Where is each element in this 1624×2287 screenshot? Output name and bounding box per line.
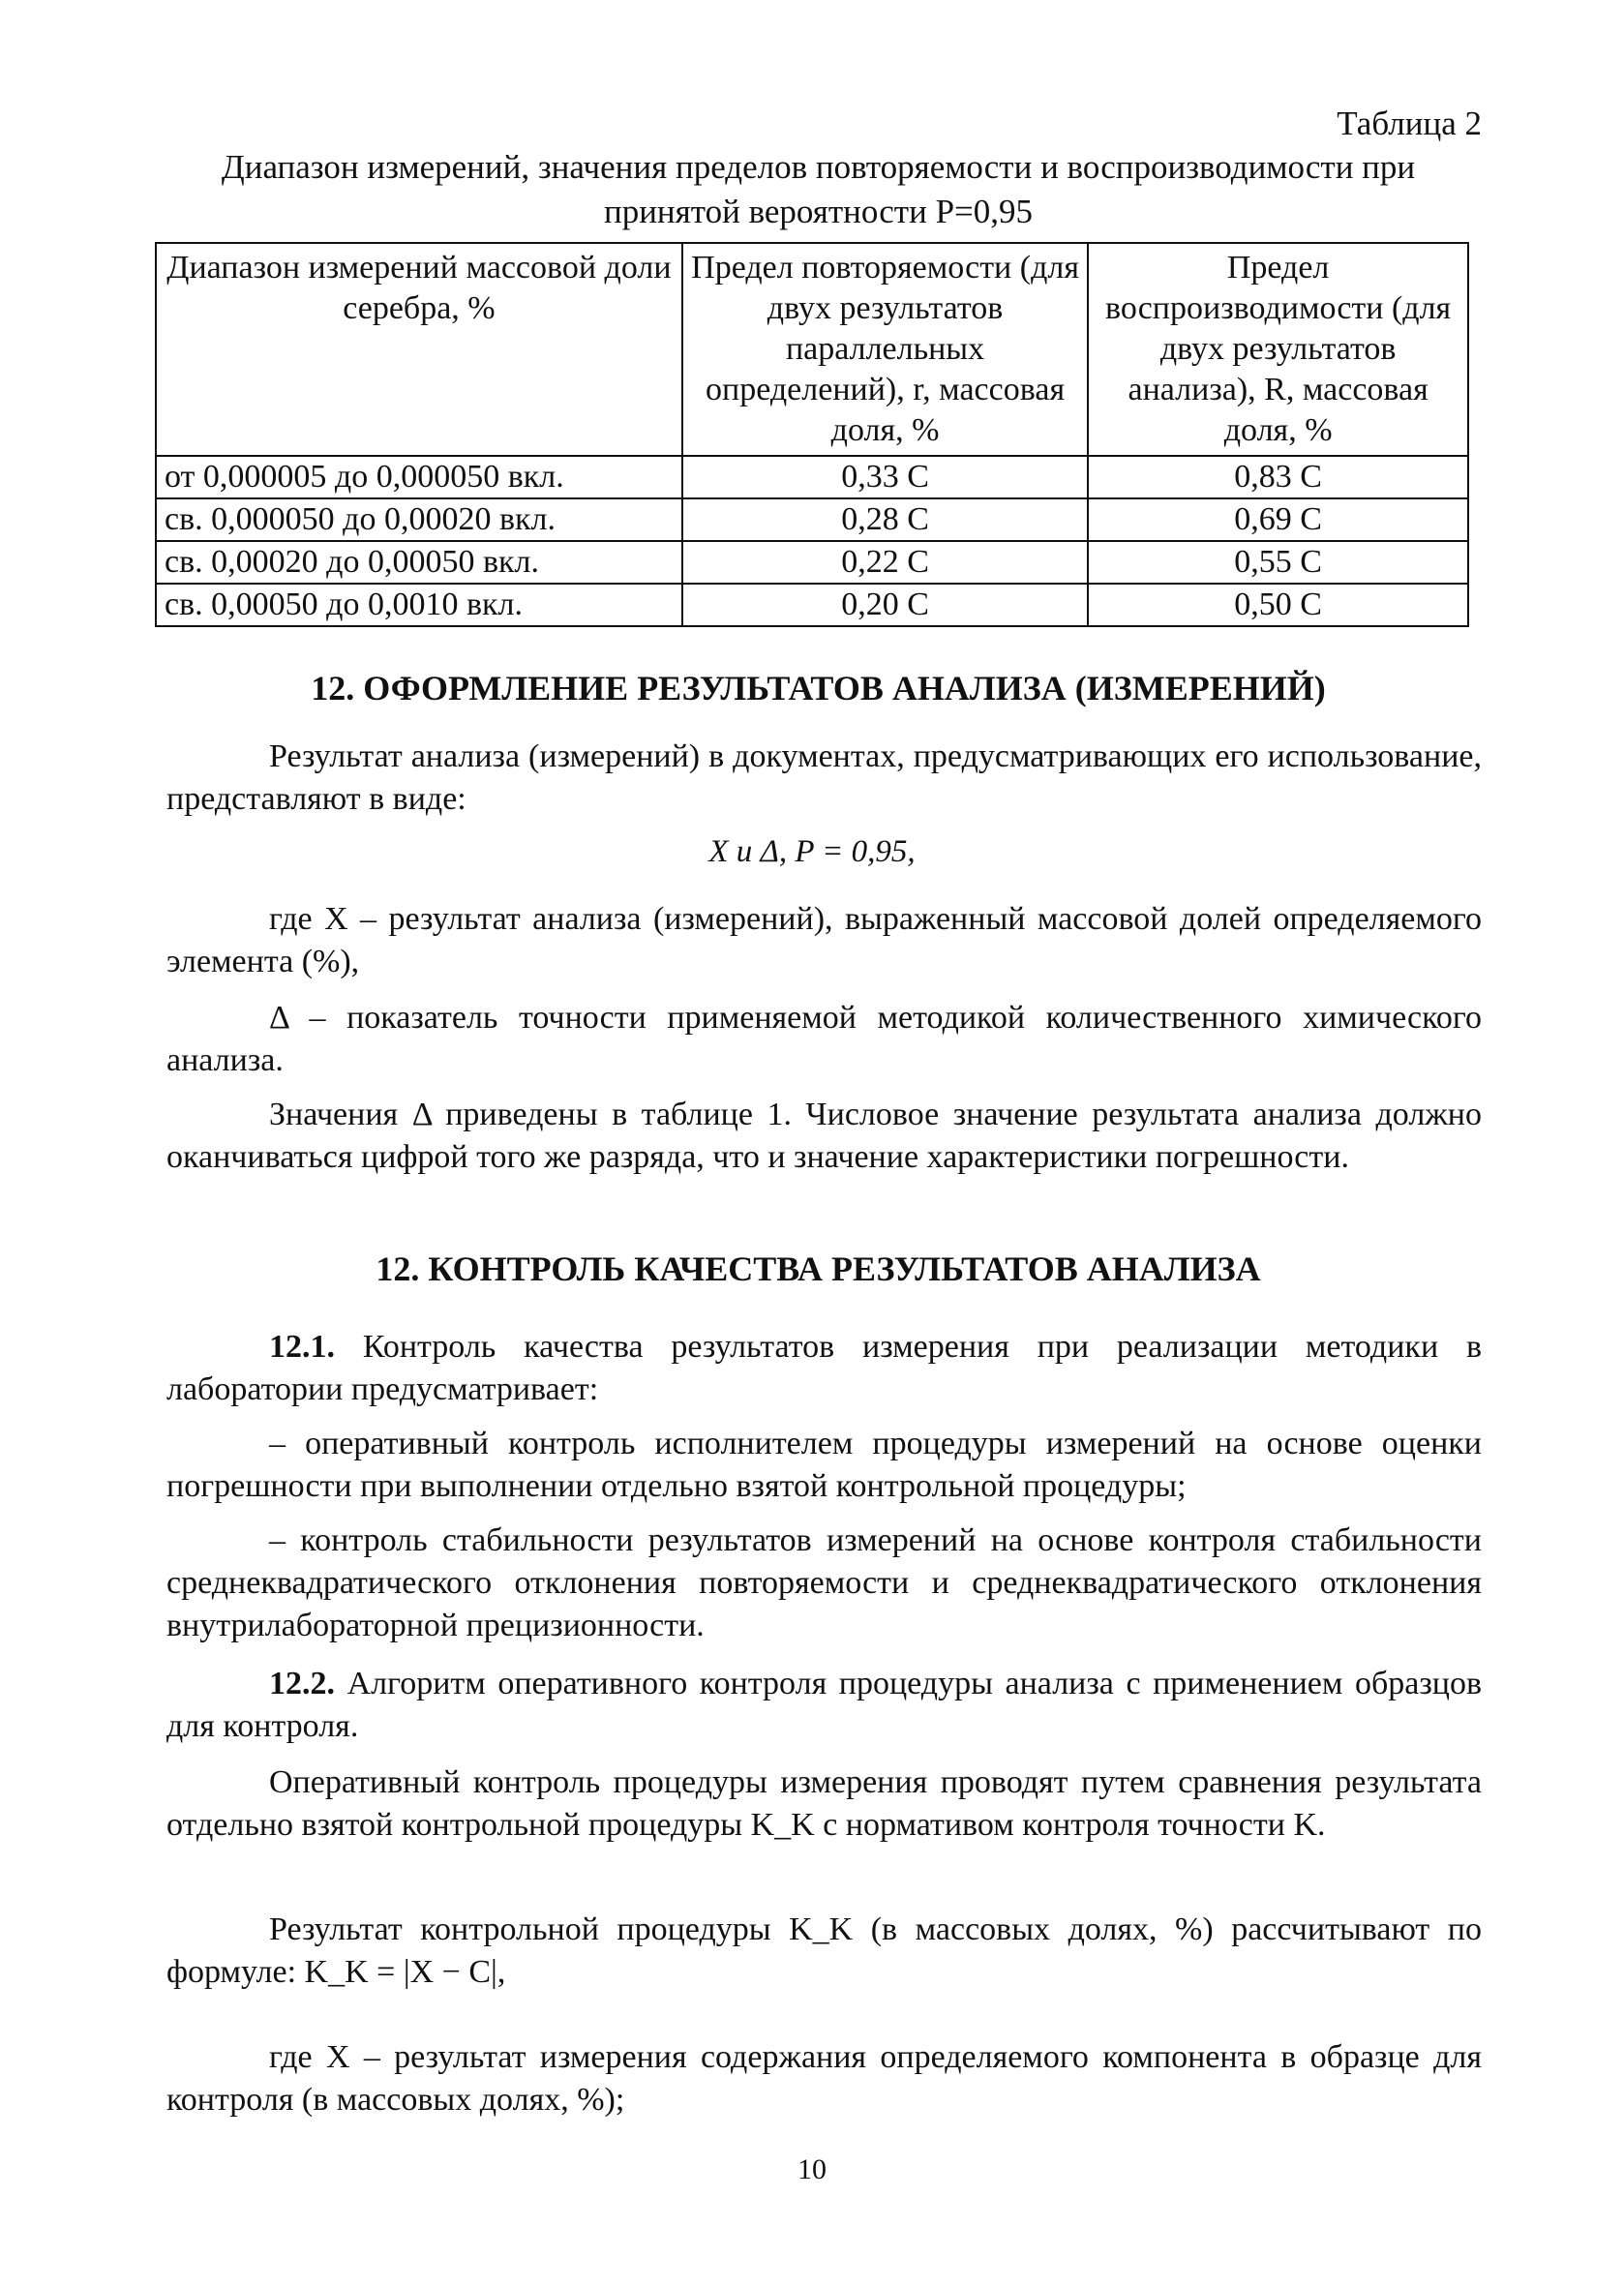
- paragraph-number: 12.2.: [269, 1666, 335, 1701]
- section-heading: 12. ОФОРМЛЕНИЕ РЕЗУЛЬТАТОВ АНАЛИЗА (ИЗМЕРЕНИЙ): [311, 669, 1326, 707]
- table-header: Предел повторяемости (для двух результатов параллельных определений), r, массовая доля, %: [682, 243, 1088, 456]
- data-table: [155, 242, 1469, 627]
- table-header: Предел воспроизводимости (для двух результатов анализа), R, массовая доля, %: [1088, 243, 1468, 456]
- paragraph: Результат анализа (измерений) в документах, предусматривающих его использование, представляют в виде:: [166, 738, 1482, 817]
- paragraph-text: Контроль качества результатов измерения при реализации методики в лаборатории предусматривает:: [166, 1329, 1483, 1407]
- paragraph: Значения Δ приведены в таблице 1. Числовое значение результата анализа должно оканчиваться цифрой того же разряда, что и значение характеристики погрешности.: [166, 1097, 1482, 1175]
- table-cell: 0,33 С: [682, 456, 1088, 498]
- paragraph: где X – результат анализа (измерений), выраженный массовой долей определяемого элемента (%),: [166, 901, 1482, 979]
- formula: X и Δ, P = 0,95,: [708, 834, 916, 869]
- table-row: [156, 584, 1468, 626]
- table-row: [156, 541, 1468, 584]
- table-header: Диапазон измерений массовой доли серебра, %: [156, 243, 682, 456]
- paragraph: [166, 1326, 1482, 1411]
- paragraph: Результат контрольной процедуры K_K (в массовых долях, %) рассчитывают по формуле: K_K = |X − C|,: [166, 1911, 1482, 1990]
- paragraph: [166, 1663, 1482, 1748]
- table-row: [156, 498, 1468, 541]
- table-row: [156, 456, 1468, 498]
- table-cell: 0,20 С: [682, 584, 1088, 626]
- section-heading: 12. КОНТРОЛЬ КАЧЕСТВА РЕЗУЛЬТАТОВ АНАЛИЗА: [376, 1249, 1261, 1288]
- table-cell: 0,83 С: [1088, 456, 1468, 498]
- list-item: – оперативный контроль исполнителем процедуры измерений на основе оценки погрешности при выполнении отдельно взятой контрольной процедуры;: [166, 1426, 1482, 1504]
- table-cell: 0,55 С: [1088, 541, 1468, 584]
- table-cell: от 0,000005 до 0,000050 вкл.: [156, 456, 682, 498]
- paragraph-text: Алгоритм оперативного контроля процедуры анализа с применением образцов для контроля.: [166, 1666, 1483, 1744]
- table-cell: 0,50 С: [1088, 584, 1468, 626]
- table-cell: 0,69 С: [1088, 498, 1468, 541]
- paragraph: Δ – показатель точности применяемой методикой количественного химического анализа.: [166, 1000, 1482, 1078]
- paragraph: Оперативный контроль процедуры измерения проводят путем сравнения результата отдельно взятой контрольной процедуры K_K с нормативом контроля точности K.: [166, 1764, 1482, 1843]
- list-item: – контроль стабильности результатов измерений на основе контроля стабильности среднеквадратического отклонения повторяемости и среднеквадратического отклонения внутрилабораторной прецизионности.: [166, 1522, 1482, 1643]
- paragraph: где X – результат измерения содержания определяемого компонента в образце для контроля (в массовых долях, %);: [166, 2039, 1482, 2118]
- table-cell: 0,22 С: [682, 541, 1088, 584]
- paragraph-number: 12.1.: [269, 1329, 335, 1365]
- table-header-row: [156, 243, 1468, 456]
- page-number: 10: [797, 2153, 827, 2185]
- table-cell: св. 0,000050 до 0,00020 вкл.: [156, 498, 682, 541]
- table-number: Таблица 2: [1337, 105, 1482, 142]
- table-cell: 0,28 С: [682, 498, 1088, 541]
- table-cell: св. 0,00050 до 0,0010 вкл.: [156, 584, 682, 626]
- table-title: Диапазон измерений, значения пределов повторяемости и воспроизводимости при принятой вероятности P=0,95: [221, 148, 1416, 230]
- table-cell: св. 0,00020 до 0,00050 вкл.: [156, 541, 682, 584]
